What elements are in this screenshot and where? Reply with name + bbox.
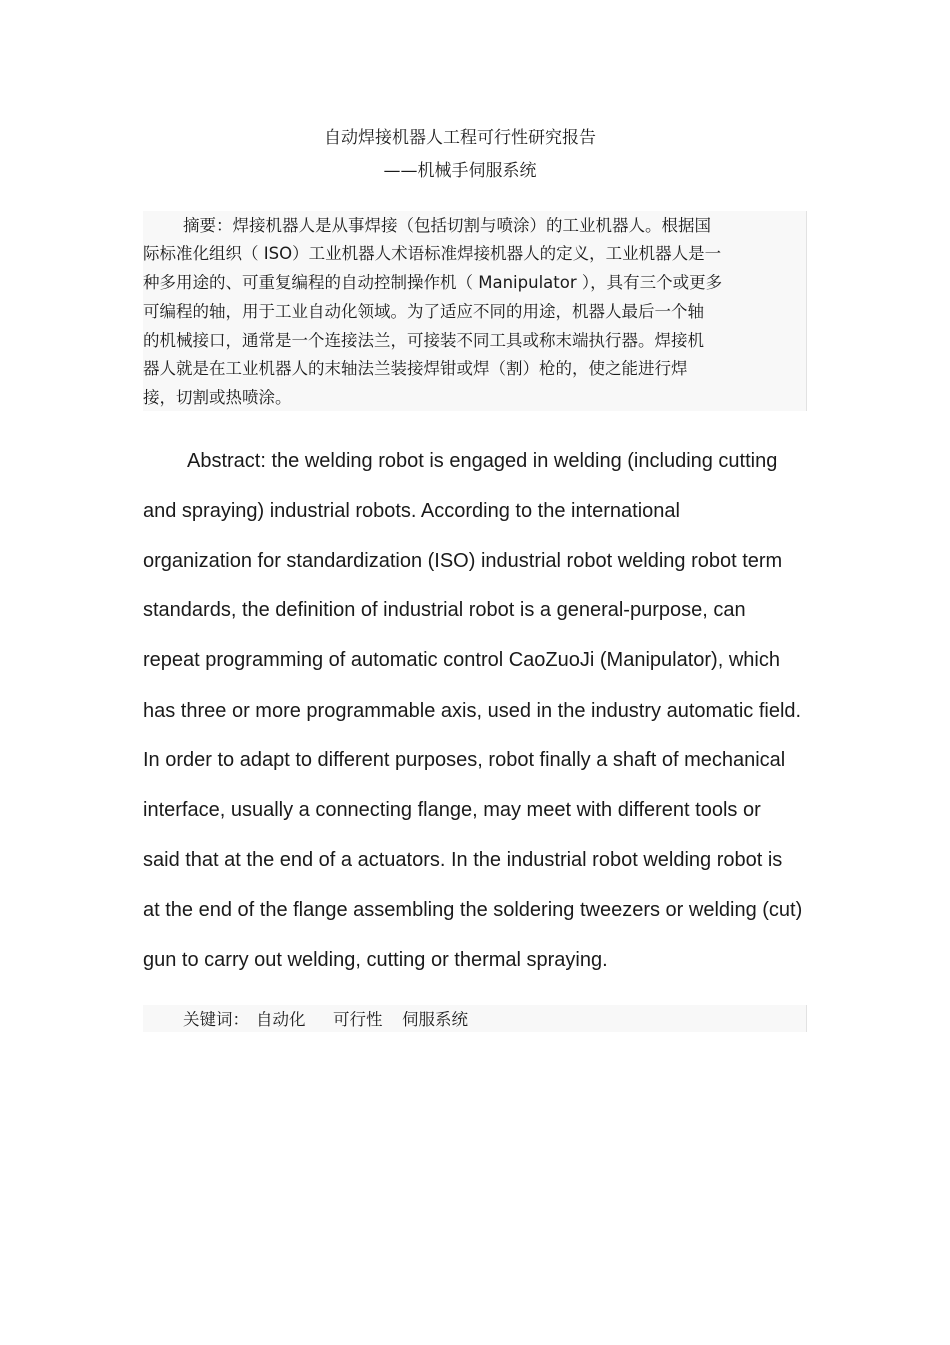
chinese-abstract-line: 器人就是在工业机器人的末轴法兰装接焊钳或焊（割）枪的，使之能进行焊	[143, 359, 688, 378]
english-abstract-line: organization for standardization (ISO) industrial robot welding robot term	[143, 550, 783, 572]
english-abstract-line: said that at the end of a actuators. In the industrial robot welding robot is	[143, 849, 783, 871]
chinese-abstract-line: 可编程的轴，用于工业自动化领域。为了适应不同的用途，机器人最后一个轴	[143, 302, 704, 321]
chinese-abstract-line: 的机械接口，通常是一个连接法兰，可接装不同工具或称末端执行器。焊接机	[143, 331, 704, 350]
keyword-item: 自动化	[256, 1010, 306, 1029]
keyword-item: 伺服系统	[402, 1010, 468, 1029]
english-abstract-line: repeat programming of automatic control CaoZuoJi (Manipulator), which	[143, 649, 780, 671]
chinese-abstract-line: 摘要：焊接机器人是从事焊接（包括切割与喷涂）的工业机器人。根据国	[183, 216, 711, 235]
english-abstract-line: has three or more programmable axis, used in the industry automatic field.	[143, 700, 802, 722]
keyword-item: 可行性	[333, 1010, 383, 1029]
keywords	[143, 1005, 807, 1032]
chinese-abstract-line: 种多用途的、可重复编程的自动控制操作机（ Manipulator ），具有三个或更多	[143, 273, 723, 292]
chinese-abstract-line: 际标准化组织（ ISO）工业机器人术语标准焊接机器人的定义，工业机器人是一	[143, 244, 722, 263]
english-abstract-line: at the end of the flange assembling the soldering tweezers or welding (cut)	[143, 899, 803, 921]
keywords-label: 关键词：	[183, 1010, 249, 1029]
document-subtitle: ——机械手伺服系统	[383, 161, 537, 181]
english-abstract-line: standards, the definition of industrial robot is a general-purpose, can	[143, 599, 746, 621]
chinese-abstract-line: 接，切割或热喷涂。	[143, 388, 292, 407]
english-abstract-line: gun to carry out welding, cutting or thermal spraying.	[143, 949, 608, 971]
english-abstract-line: In order to adapt to different purposes, robot finally a shaft of mechanical	[143, 749, 786, 771]
english-abstract-line: and spraying) industrial robots. According to the international	[143, 500, 680, 522]
english-abstract-line: Abstract: the welding robot is engaged in welding (including cutting	[187, 450, 778, 472]
english-abstract-line: interface, usually a connecting flange, may meet with different tools or	[143, 799, 761, 821]
chinese-abstract	[143, 211, 807, 411]
document-title: 自动焊接机器人工程可行性研究报告	[324, 128, 596, 148]
